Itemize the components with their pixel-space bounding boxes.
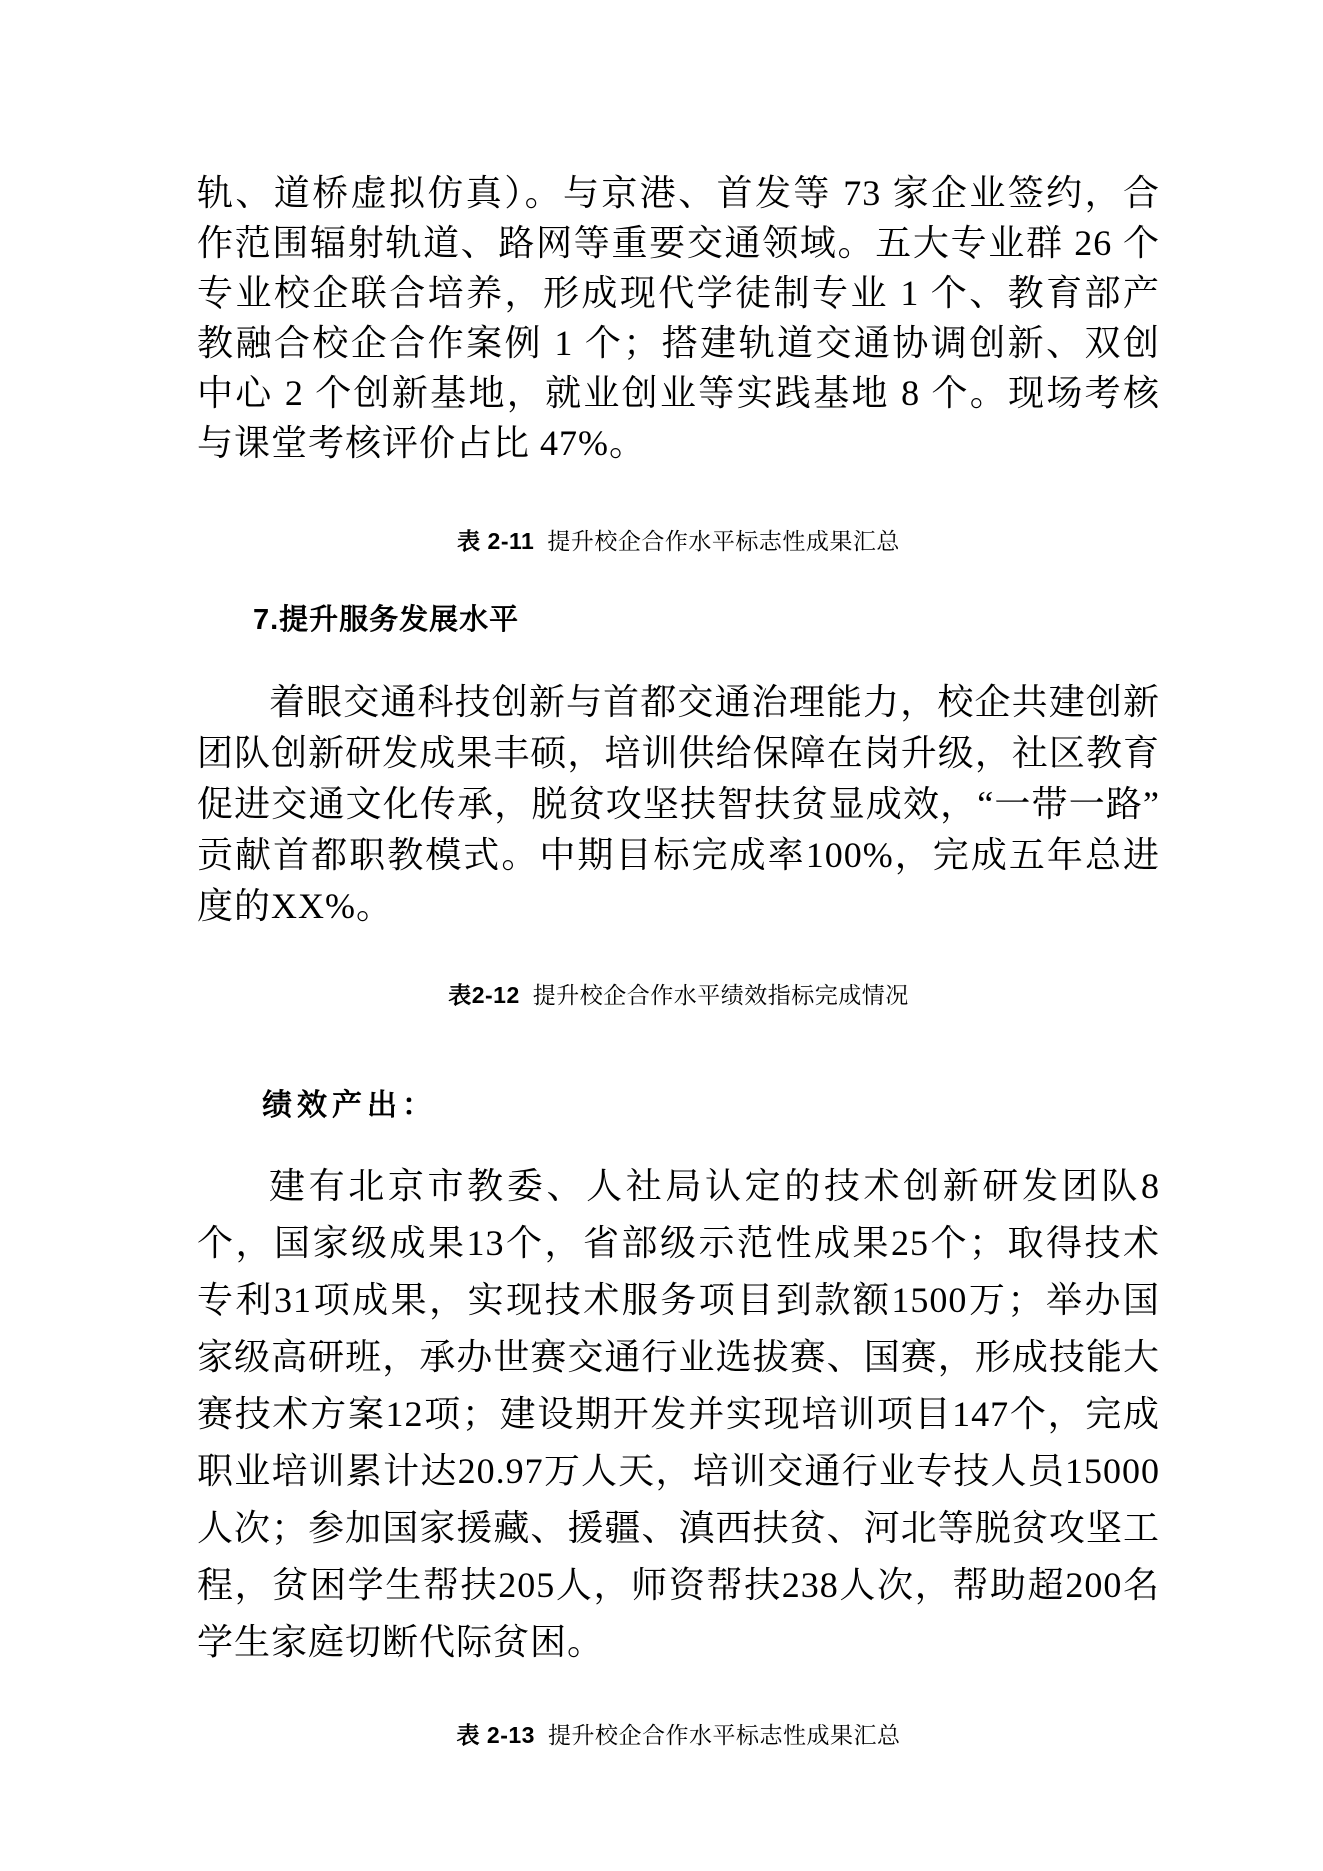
table-caption-2-label: 表2-12 xyxy=(448,982,520,1008)
section-heading-7: 7.提升服务发展水平 xyxy=(253,604,520,636)
table-caption-3-title: 提升校企合作水平标志性成果汇总 xyxy=(547,1722,901,1748)
body-paragraph-1: 轨、道桥虚拟仿真）。与京港、首发等 73 家企业签约，合作范围辐射轨道、路网等重要交通领域。五大专业群 26 个专业校企联合培养，形成现代学徒制专业 1 个、教育部产教融合校企合作案例 1 个；搭建轨道交通协调创新、双创中心 2 个创新基地，就业创业等实践基地 8 个。现场考核与课堂考核评价占比 47%。 xyxy=(197,173,1160,463)
table-caption-2-title: 提升校企合作水平绩效指标完成情况 xyxy=(532,982,909,1008)
table-caption-1-label: 表 2-11 xyxy=(457,528,535,554)
table-caption-1-title: 提升校企合作水平标志性成果汇总 xyxy=(547,528,900,554)
subheading-performance-output: 绩效产出： xyxy=(262,1089,437,1122)
table-caption-3-label: 表 2-13 xyxy=(456,1722,535,1748)
body-paragraph-3: 建有北京市教委、人社局认定的技术创新研发团队8个，国家级成果13个，省部级示范性成果25个；取得技术专利31项成果，实现技术服务项目到款额1500万；举办国家级高研班，承办世赛交通行业选拔赛、国赛，形成技能大赛技术方案12项；建设期开发并实现培训项目147个，完成职业培训累计达20.97万人天，培训交通行业专技人员15000人次；参加国家援藏、援疆、滇西扶贫、河北等脱贫攻坚工程，贫困学生帮扶205人，师资帮扶238人次，帮助超200名学生家庭切断代际贫困。 xyxy=(197,1166,1160,1662)
body-paragraph-2: 着眼交通科技创新与首都交通治理能力，校企共建创新团队创新研发成果丰硕，培训供给保障在岗升级，社区教育促进交通文化传承，脱贫攻坚扶智扶贫显成效，“一带一路”贡献首都职教模式。中期目标完成率100%，完成五年总进度的XX%。 xyxy=(197,682,1160,926)
table-caption-2 xyxy=(197,979,1160,1011)
table-caption-3 xyxy=(197,1719,1160,1751)
table-caption-1 xyxy=(197,525,1160,557)
